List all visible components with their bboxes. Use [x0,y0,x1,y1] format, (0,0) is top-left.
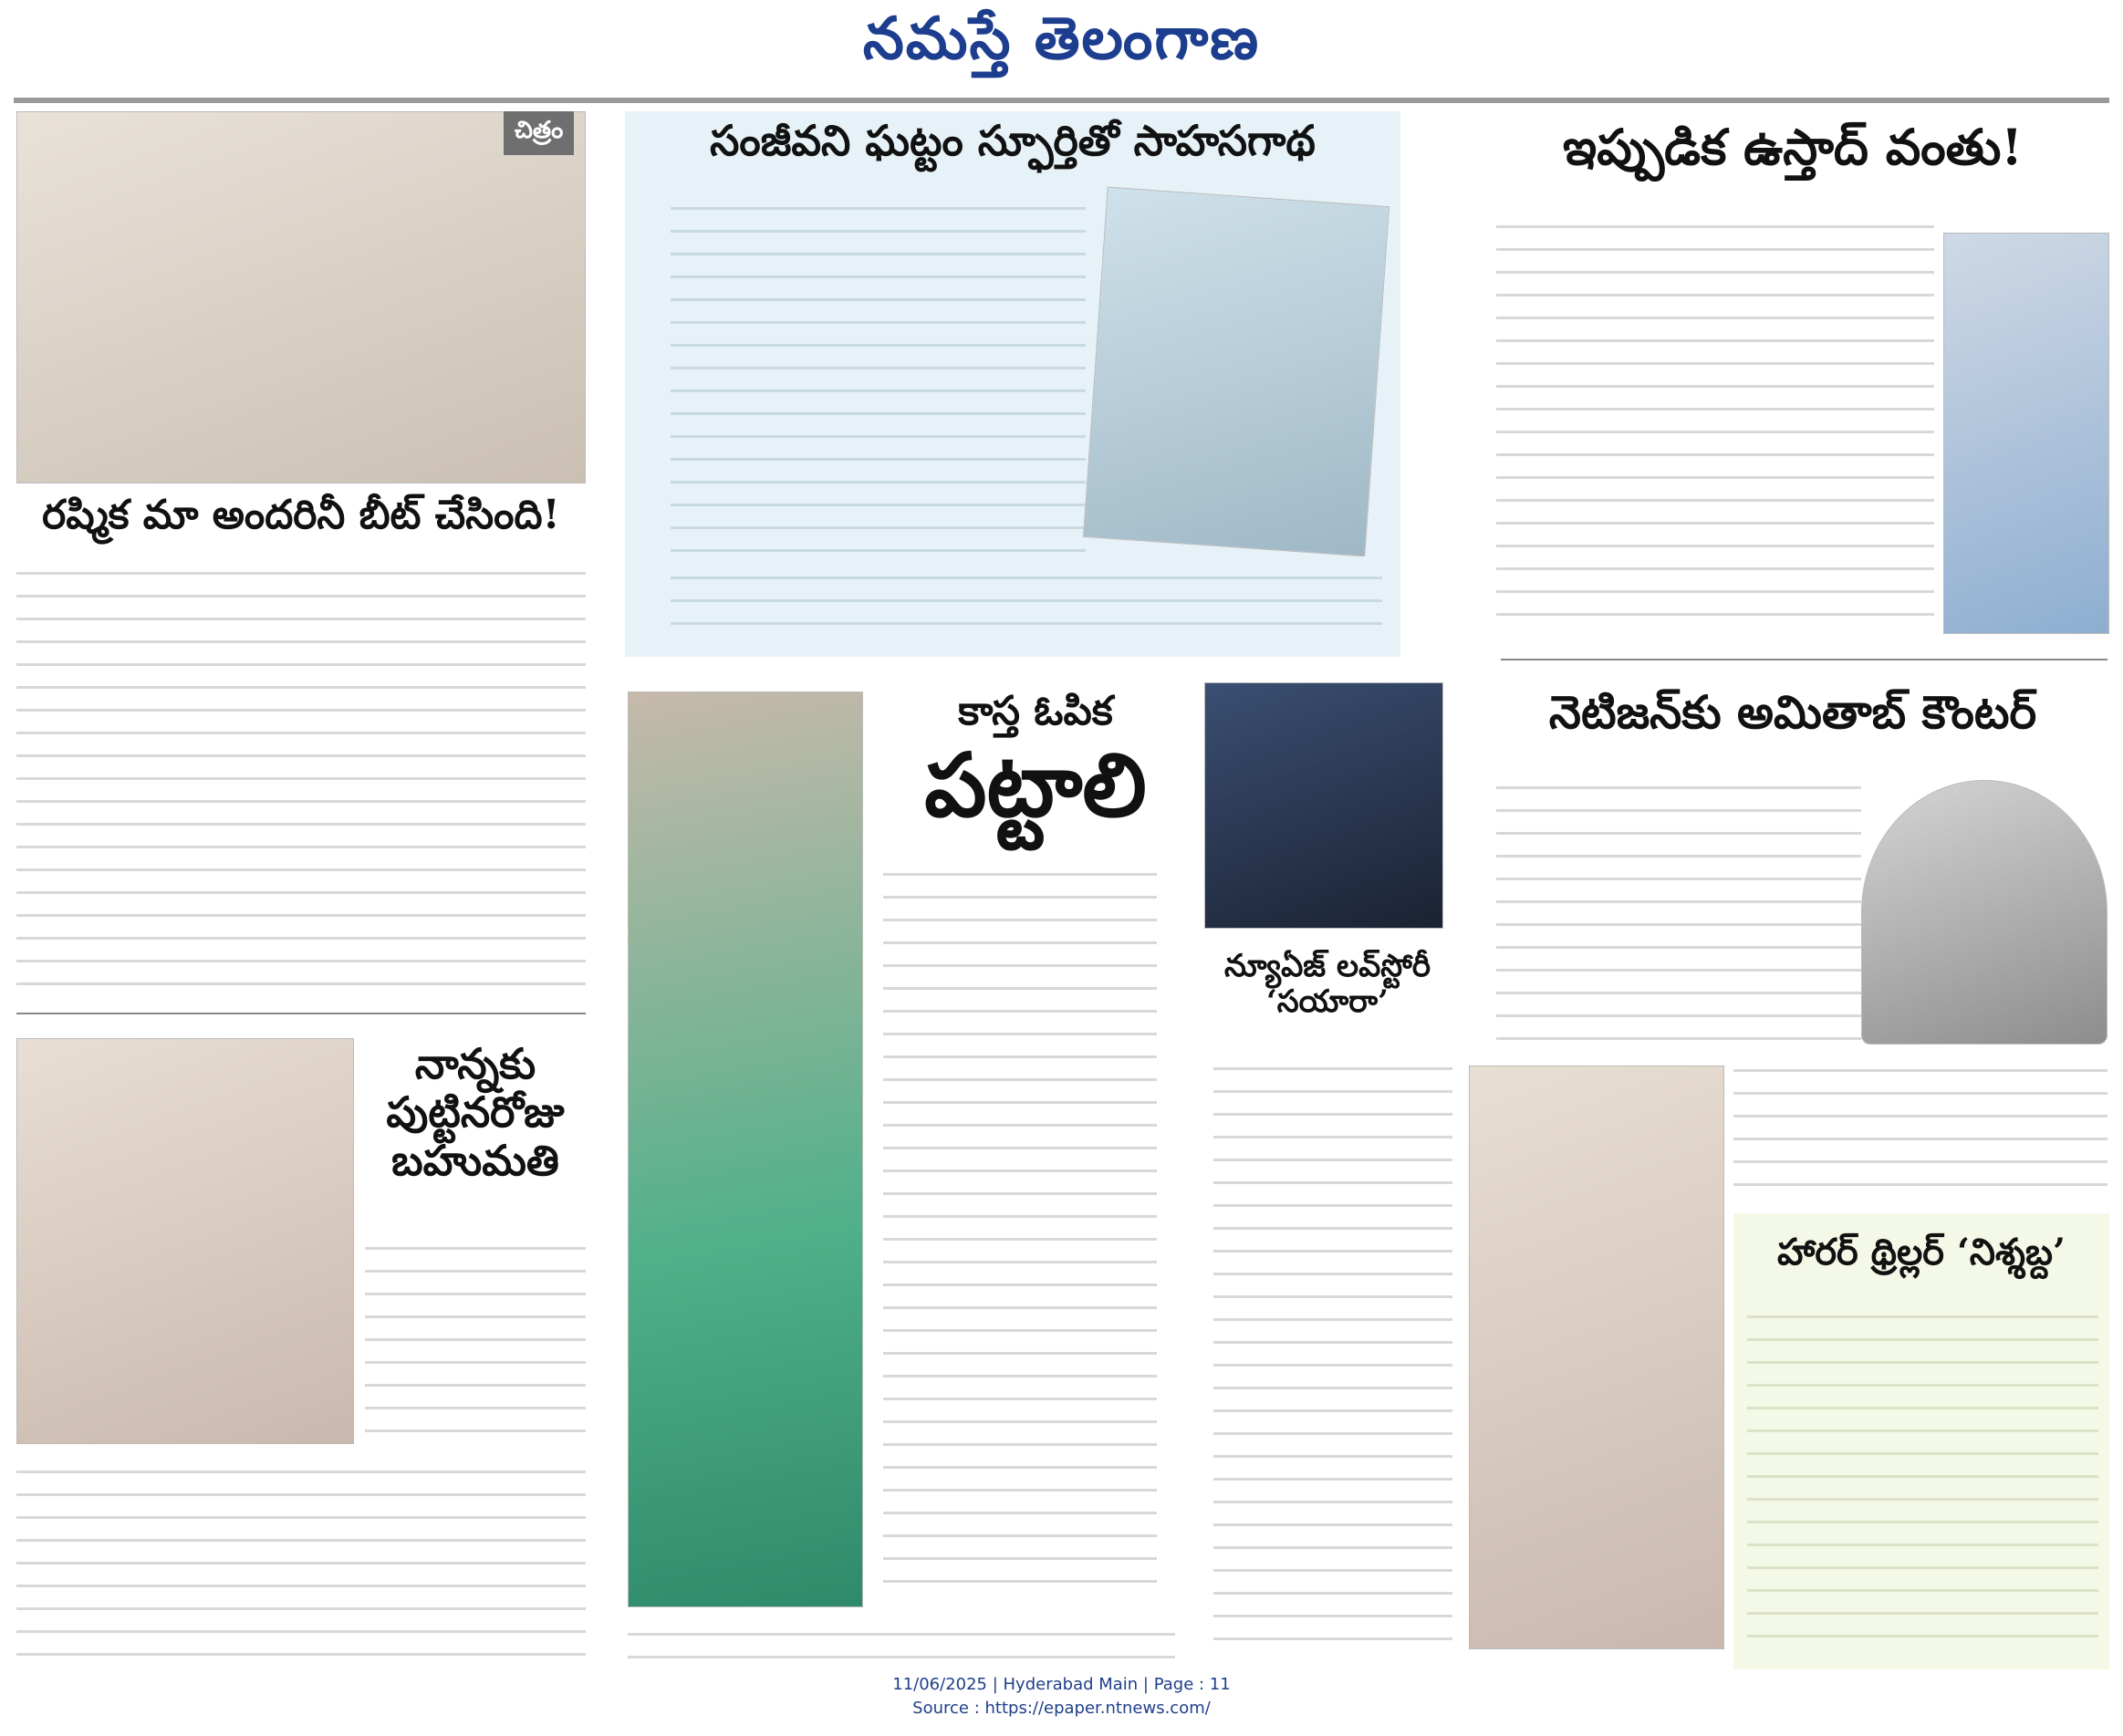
sanjeevani-article-body-bottom [671,556,1382,639]
newspaper-title: నమస్తే తెలంగాణ [862,5,1261,73]
divider [1501,659,2107,660]
masthead-rule [14,98,2109,103]
birthday-article-body [16,1450,586,1660]
rashmika-photo [16,111,586,483]
patience-article-body [883,853,1157,1601]
masthead [0,0,2123,91]
ustaad-headline: ఇప్పుడిక ఉస్తాద్ వంతు! [1563,118,2023,176]
amitabh-photo [1861,780,2107,1045]
sayara-photo [1204,682,1443,929]
horror-article-body [1747,1295,2098,1651]
sanjeevani-headline: సంజీవని ఘట్టం స్ఫూర్తితో సాహసగాథ [710,116,1316,165]
sanjeevani-photo [1083,187,1389,557]
amitabh-article-body-bottom [1733,1049,2107,1200]
patience-article-body-bottom [628,1613,1175,1677]
patience-headline: కాస్త ఓపిక పట్టాలి [924,688,1147,837]
actress-photo [628,691,863,1607]
sayara-article-body [1213,1047,1452,1649]
amitabh-article-body [1496,766,1861,1058]
ustaad-photo [1943,233,2109,634]
rashmika-article-body [16,552,586,990]
birthday-photo [16,1038,354,1444]
footer-date-edition: 11/06/2025 | Hyderabad Main | Page : 11 [892,1675,1231,1694]
horror-headline: హారర్ థ్రిల్లర్ ‘నిశ్శబ్ద’ [1777,1231,2066,1273]
divider [16,1013,586,1014]
birthday-article-body-right [365,1227,586,1437]
sayara-headline: న్యూఏజ్ లవ్‌స్టోరీ ‘సయారా’ [1223,948,1431,1021]
section-tag: చిత్రం [504,111,574,155]
ustaad-article-body [1496,205,1934,634]
birthday-headline: నాన్నకు పుట్టినరోజు బహుమతి [386,1039,565,1185]
horror-actress-photo [1469,1066,1724,1649]
rashmika-headline: రష్మిక మా అందరినీ బీట్ చేసింది! [42,492,560,538]
footer-source: Source : https://epaper.ntnews.com/ [912,1699,1211,1718]
amitabh-headline: నెటిజన్‌కు అమితాబ్ కౌంటర్ [1548,685,2037,739]
